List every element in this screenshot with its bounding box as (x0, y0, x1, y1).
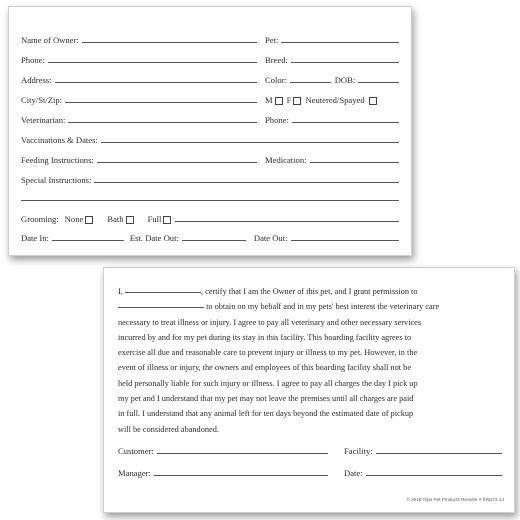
phone-line[interactable] (48, 62, 257, 63)
statement-line-2: to obtain on my behalf and in my pets' best interest the veterinary care (118, 299, 502, 314)
phone-label: Phone: (21, 55, 45, 65)
manager-label: Manager: (118, 468, 151, 478)
statement-line-7: held personally liable for such injury or illness. I agree to pay all charges the day I pick up (118, 378, 418, 388)
female-checkbox[interactable] (293, 97, 301, 105)
date-out-label: Date Out: (253, 233, 288, 243)
date-out-line[interactable] (291, 240, 399, 241)
name-of-owner-label: Name of Owner: (21, 35, 79, 45)
grooming-none-checkbox[interactable] (85, 216, 93, 224)
special-extra-row (21, 189, 399, 203)
intake-card-front (8, 6, 412, 256)
feeding-row (21, 151, 399, 165)
vet-name-blank[interactable] (118, 307, 204, 308)
dob-line[interactable] (358, 82, 399, 83)
pet-line[interactable] (281, 42, 399, 43)
date-line[interactable] (366, 475, 502, 476)
special-instructions-line[interactable] (94, 182, 399, 183)
male-label: M (265, 95, 273, 105)
feeding-line[interactable] (97, 162, 257, 163)
city-st-zip-label: City/St/Zip: (21, 95, 63, 105)
customer-facility-row (118, 442, 502, 456)
date-in-label: Date In: (21, 233, 49, 243)
manager-line[interactable] (154, 475, 328, 476)
vet-row (21, 111, 399, 125)
medication-label: Medication: (265, 155, 307, 165)
address-label: Address: (21, 75, 52, 85)
grooming-bath-label: Bath (107, 214, 124, 224)
customer-line[interactable] (157, 453, 328, 454)
feeding-label: Feeding Instructions: (21, 155, 94, 165)
pet-label: Pet: (265, 35, 279, 45)
statement-line-8: my pet and I understand that my pet may not leave the premises until all charges are paid (118, 394, 414, 404)
grooming-full-checkbox[interactable] (163, 216, 171, 224)
grooming-notes-line[interactable] (175, 221, 399, 222)
customer-label: Customer: (118, 446, 154, 456)
date-in-line[interactable] (52, 240, 124, 241)
breed-label: Breed: (265, 55, 288, 65)
vaccinations-line[interactable] (101, 142, 399, 143)
grooming-none-label: None (64, 214, 84, 224)
est-date-out-label: Est. Date Out: (129, 233, 179, 243)
manager-date-row (118, 464, 502, 478)
intake-card-back (103, 267, 515, 513)
permission-statement (118, 284, 502, 437)
statement-line-6: event of illness or injury, the owners and employees of this boarding facility shall not be (118, 363, 412, 373)
address-color-row (21, 71, 399, 85)
facility-label: Facility: (344, 446, 373, 456)
city-sex-row (21, 91, 399, 105)
facility-line[interactable] (376, 453, 502, 454)
veterinarian-label: Veterinarian: (21, 115, 66, 125)
statement-line-4: incurred by and for my pet during its stay in this facility. This boarding facility agrees to (118, 332, 412, 342)
grooming-row (21, 210, 399, 224)
statement-line-9: in full. I understand that any animal left for ten days beyond the estimated date of pickup (118, 409, 414, 419)
statement-line-3: necessary to treat illness or injury. I agree to pay all veterinary and other necessary services (118, 317, 422, 327)
address-line[interactable] (55, 82, 257, 83)
medication-line[interactable] (310, 162, 399, 163)
grooming-bath-checkbox[interactable] (126, 216, 134, 224)
statement-line-10: will be considered abandoned. (118, 424, 219, 434)
date-label: Date: (344, 468, 363, 478)
breed-line[interactable] (291, 62, 399, 63)
dates-row (21, 229, 399, 243)
city-st-zip-line[interactable] (65, 102, 257, 103)
owner-name-blank[interactable] (125, 292, 201, 293)
vaccinations-label: Vaccinations & Dates: (21, 135, 98, 145)
statement-line-1: I, , certify that I am the Owner of this pet, and I grant permission to (118, 287, 418, 296)
color-line[interactable] (290, 82, 331, 83)
grooming-label: Grooming: (21, 214, 59, 224)
male-checkbox[interactable] (275, 97, 283, 105)
special-instructions-label: Special Instructions: (21, 175, 92, 185)
statement-line-5: exercise all due and reasonable care to prevent injury or illness to my pet. However, in the (118, 348, 418, 358)
female-label: F (286, 95, 292, 105)
special-instructions-extra-line[interactable] (21, 200, 399, 201)
owner-pet-row (21, 31, 399, 45)
dob-label: DOB: (334, 75, 356, 85)
color-label: Color: (265, 75, 287, 85)
copyright-text: © 2018 Tops Pet Products Reorder # ZW173 14 (406, 497, 504, 502)
vet-phone-label: Phone: (265, 115, 289, 125)
phone-breed-row (21, 51, 399, 65)
neutered-spayed-checkbox[interactable] (369, 97, 377, 105)
est-date-out-line[interactable] (182, 240, 246, 241)
neutered-spayed-label: Neutered/Spayed (305, 95, 365, 105)
special-row (21, 171, 399, 185)
vaccinations-row (21, 131, 399, 145)
grooming-full-label: Full (147, 214, 162, 224)
veterinarian-line[interactable] (68, 122, 257, 123)
vet-phone-line[interactable] (292, 122, 399, 123)
name-of-owner-line[interactable] (82, 42, 257, 43)
